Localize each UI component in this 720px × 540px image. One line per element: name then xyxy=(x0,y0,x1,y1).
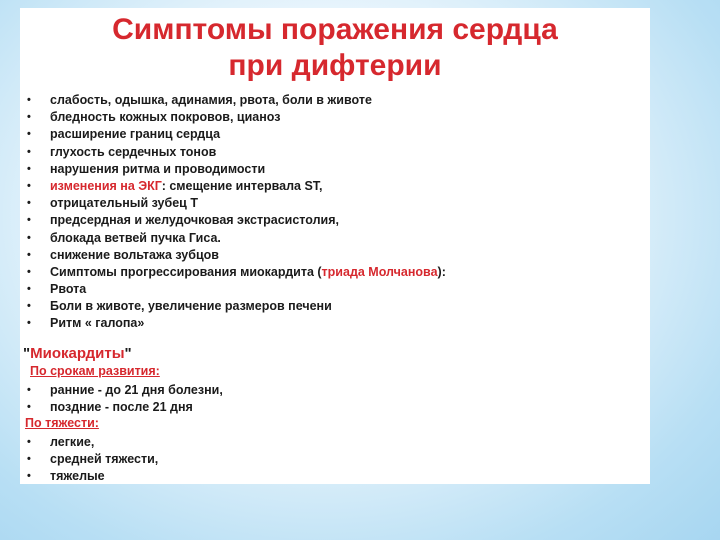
symptom-item xyxy=(20,315,446,332)
bullet-icon: • xyxy=(27,470,31,483)
bullet-icon: • xyxy=(27,265,31,278)
symptom-text: : смещение интервала ST, xyxy=(161,178,323,193)
ecg-label: изменения на ЭКГ xyxy=(50,178,162,193)
symptom-text: блокада ветвей пучка Гиса. xyxy=(50,230,221,245)
quote-open: " xyxy=(23,345,31,362)
myocarditis-title-text: Миокардиты xyxy=(30,345,125,362)
bullet-icon: • xyxy=(27,197,31,210)
list-item xyxy=(20,451,158,468)
symptom-text: слабость, одышка, адинамия, рвота, боли в животе xyxy=(50,93,372,107)
by-severity-heading: По тяжести: xyxy=(25,416,99,430)
bullet-icon: • xyxy=(27,94,31,106)
by-severity-list xyxy=(20,434,158,486)
title-line-2: при дифтерии xyxy=(228,49,442,82)
list-item xyxy=(20,468,158,485)
item-text: ранние - до 21 дня болезни, xyxy=(50,383,223,397)
bullet-icon: • xyxy=(27,436,31,448)
slide-card xyxy=(20,8,650,484)
symptom-text: Боли в животе, увеличение размеров печени xyxy=(50,299,332,314)
symptom-item xyxy=(20,92,446,109)
symptom-item xyxy=(20,126,446,143)
bullet-icon: • xyxy=(27,111,31,124)
by-time-heading: По срокам развития: xyxy=(30,364,160,378)
bullet-icon: • xyxy=(27,453,31,466)
symptom-text: снижение вольтажа зубцов xyxy=(50,247,219,262)
symptom-text: бледность кожных покровов, цианоз xyxy=(50,110,281,125)
symptom-text: предсердная и желудочковая экстрасистолия, xyxy=(50,213,339,228)
list-item xyxy=(20,382,223,399)
bullet-icon: • xyxy=(27,248,31,261)
symptom-list xyxy=(20,92,446,333)
symptom-item xyxy=(20,161,446,178)
symptom-text: глухость сердечных тонов xyxy=(50,144,217,159)
slide-title xyxy=(60,12,610,84)
symptom-item xyxy=(20,264,446,281)
symptom-text-suffix: ): xyxy=(437,264,446,279)
molchanov-triad-label: триада Молчанова xyxy=(321,264,438,279)
quote-close: " xyxy=(124,345,132,362)
bullet-icon: • xyxy=(27,401,31,414)
bullet-icon: • xyxy=(27,283,31,296)
symptom-item xyxy=(20,178,446,195)
bullet-icon: • xyxy=(27,317,31,330)
title-line-1: Симптомы поражения сердца xyxy=(112,13,558,46)
symptom-item xyxy=(20,144,446,161)
item-text: тяжелые xyxy=(50,469,105,484)
symptom-item xyxy=(20,247,446,264)
bullet-icon: • xyxy=(27,128,31,141)
symptom-item xyxy=(20,298,446,315)
symptom-text: Рвота xyxy=(50,282,87,297)
symptom-item xyxy=(20,195,446,212)
bullet-icon: • xyxy=(27,231,31,244)
symptom-text: отрицательный зубец Т xyxy=(50,196,198,211)
symptom-item xyxy=(20,230,446,247)
bullet-icon: • xyxy=(27,179,31,192)
symptom-text: Ритм « галопа» xyxy=(50,316,145,331)
list-item xyxy=(20,399,223,416)
list-item xyxy=(20,434,158,451)
bullet-icon: • xyxy=(27,300,31,313)
item-text: средней тяжести, xyxy=(50,452,159,467)
symptom-item xyxy=(20,109,446,126)
bullet-icon: • xyxy=(27,145,31,158)
myocarditis-title xyxy=(23,345,132,362)
symptom-text: Симптомы прогрессирования миокардита ( xyxy=(50,264,322,279)
symptom-item xyxy=(20,212,446,229)
symptom-item xyxy=(20,281,446,298)
symptom-text: расширение границ сердца xyxy=(50,127,221,142)
bullet-icon: • xyxy=(27,162,31,175)
item-text: легкие, xyxy=(50,435,95,449)
bullet-icon: • xyxy=(27,384,31,396)
bullet-icon: • xyxy=(27,214,31,227)
symptom-text: нарушения ритма и проводимости xyxy=(50,161,266,176)
by-time-list xyxy=(20,382,223,416)
item-text: поздние - после 21 дня xyxy=(50,400,193,415)
